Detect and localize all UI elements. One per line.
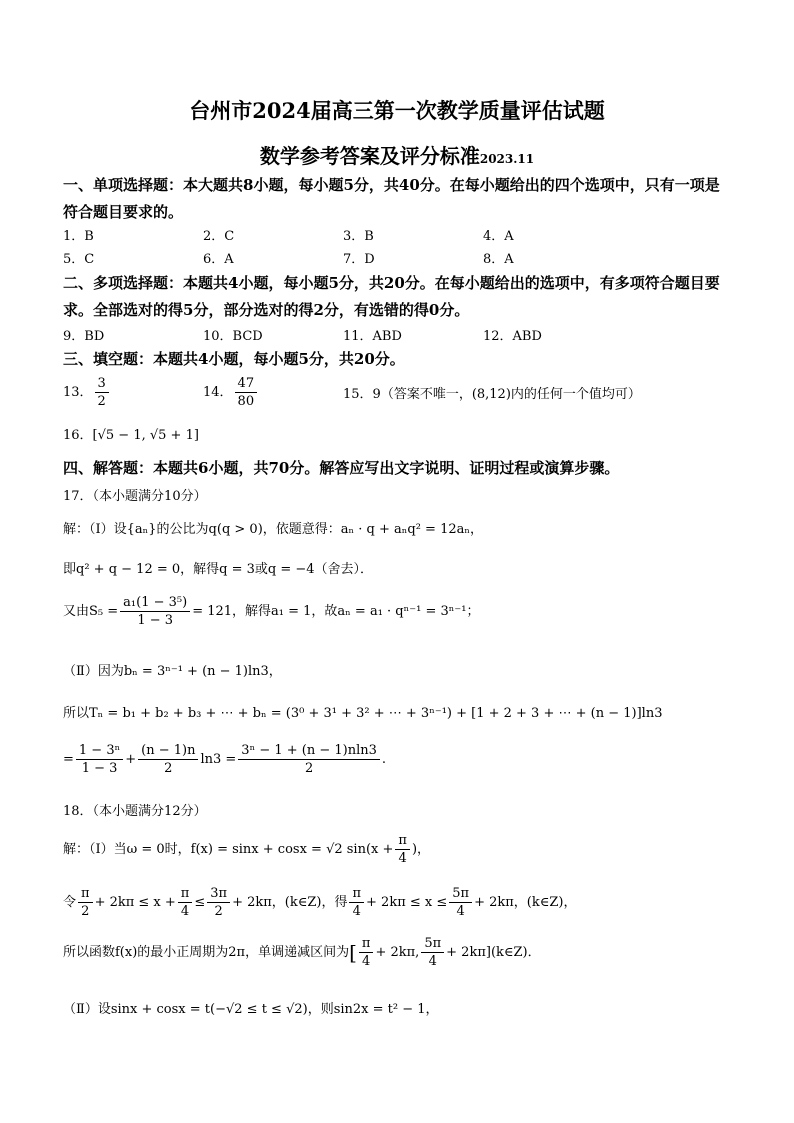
q17-line-5: 所以Tₙ = b₁ + b₂ + b₃ + ⋯ + bₙ = (3⁰ + 3¹ + 3² + ⋯ + 3ⁿ⁻¹) + [1 + 2 + 3 + ⋯ + (n − 1)]ln3 [63, 706, 663, 721]
section-3-title: 三、填空题：本题共4小题，每小题5分，共20分。 [63, 350, 405, 368]
answer-5: 5．C [63, 252, 95, 267]
answer-7: 7．D [343, 252, 375, 267]
q17-line-4: （Ⅱ）因为bₙ = 3ⁿ⁻¹ + (n − 1)ln3， [63, 664, 282, 679]
q17-line-6: = $\frac{\text{1 − 3ⁿ}}{1 - 3}$ + $\frac{(n - 1)n}{2}$ ln3 = $\frac{\text{3ⁿ − 1 + (n − 1)nln3}}{2}$ . [63, 743, 387, 776]
q18-line-3: 所以函数f(x)的最小正周期为2π，单调递减区间为[ $\frac{\pi}{4}$ + 2kπ, $\frac{5\pi}{4}$ + 2kπ](k∈Z)． [63, 936, 541, 969]
fraction-13: $\frac{3}{2}$ [95, 375, 109, 410]
q18-line-2: 令 $\frac{\pi}{2}$ + 2kπ ≤ x + $\frac{\pi}{4}$ ≤ $\frac{3\pi}{2}$ + 2kπ，(k∈Z)，得 $\frac{\pi}{4}$ + 2kπ ≤ x ≤ $\frac{5\pi}{4}$ + 2kπ，(k∈Z)， [63, 886, 577, 919]
fraction-14: $\frac{47}{80}$ [235, 375, 258, 410]
answer-2: 2．C [203, 229, 235, 244]
date-label: 2023.11 [479, 152, 535, 166]
answer-8: 8．A [483, 252, 514, 267]
section-1-title: 一、单项选择题：本大题共8小题，每小题5分，共40分。在每小题给出的四个选项中，只有一项是符合题目要求的。 [63, 176, 720, 221]
q17-line-2: 即q² + q − 12 = 0，解得q = 3或q = −4（舍去）． [63, 562, 374, 577]
answer-12: 12．ABD [483, 329, 542, 344]
answer-4: 4．A [483, 229, 514, 244]
q17-fraction-3: $\frac{\text{3ⁿ − 1 + (n − 1)nln3}}{2}$ [238, 742, 380, 777]
section-2-title: 二、多项选择题：本题共4小题，每小题5分，共20分。在每小题给出的选项中，有多项符合题目要求。全部选对的得5分，部分选对的得2分，有选错的得0分。 [63, 274, 720, 319]
answer-6: 6．A [203, 252, 234, 267]
q17-line-3: 又由S₅ = $\frac{\text{a₁(1 − 3⁵)}}{1 - 3}$ = 121，解得a₁ = 1，故aₙ = a₁ · qⁿ⁻¹ = 3ⁿ⁻¹； [63, 595, 480, 628]
answer-14: 14． $\frac{47}{80}$ [203, 375, 259, 410]
page-subtitle [0, 140, 794, 169]
q18-line-1: 解：（Ⅰ）当ω = 0时，f(x) = sinx + cosx = √2 sin(x + $\frac{\pi}{4}$ )， [63, 833, 431, 866]
q17-fraction-1: $\frac{\text{1 − 3ⁿ}}{1 - 3}$ [76, 742, 123, 777]
q18-fraction-pi-4: $\frac{\pi}{4}$ [395, 832, 410, 867]
answer-16: 16．[√5 − 1, √5 + 1] [63, 428, 199, 443]
page-title: 台州市2024届高三第一次教学质量评估试题 [189, 98, 605, 123]
answer-15: 15．9（答案不唯一，(8,12)内的任何一个值均可） [343, 387, 641, 402]
q17-line-1: 解：（Ⅰ）设{aₙ}的公比为q(q > 0)，依题意得：aₙ · q + aₙq² = 12aₙ， [63, 522, 483, 537]
answer-1: 1．B [63, 229, 94, 244]
answer-9: 9．BD [63, 329, 105, 344]
q17-header: 17．（本小题满分10分） [63, 489, 207, 504]
subtitle-text: 数学参考答案及评分标准 [259, 144, 480, 168]
answer-10: 10．BCD [203, 329, 263, 344]
q17-fraction-s5: $\frac{\text{a₁(1 − 3⁵)}}{1 - 3}$ [120, 594, 190, 629]
q18-header: 18．（本小题满分12分） [63, 804, 207, 819]
q18-line-4: （Ⅱ）设sinx + cosx = t(−√2 ≤ t ≤ √2)，则sin2x = t² − 1， [63, 1002, 439, 1017]
section-4-title: 四、解答题：本题共6小题，共70分。解答应写出文字说明、证明过程或演算步骤。 [63, 459, 620, 477]
answer-11: 11．ABD [343, 329, 402, 344]
q17-fraction-2: $\frac{(n - 1)n}{2}$ [138, 742, 198, 777]
answer-13: 13． $\frac{3}{2}$ [63, 375, 111, 410]
answer-3: 3．B [343, 229, 374, 244]
